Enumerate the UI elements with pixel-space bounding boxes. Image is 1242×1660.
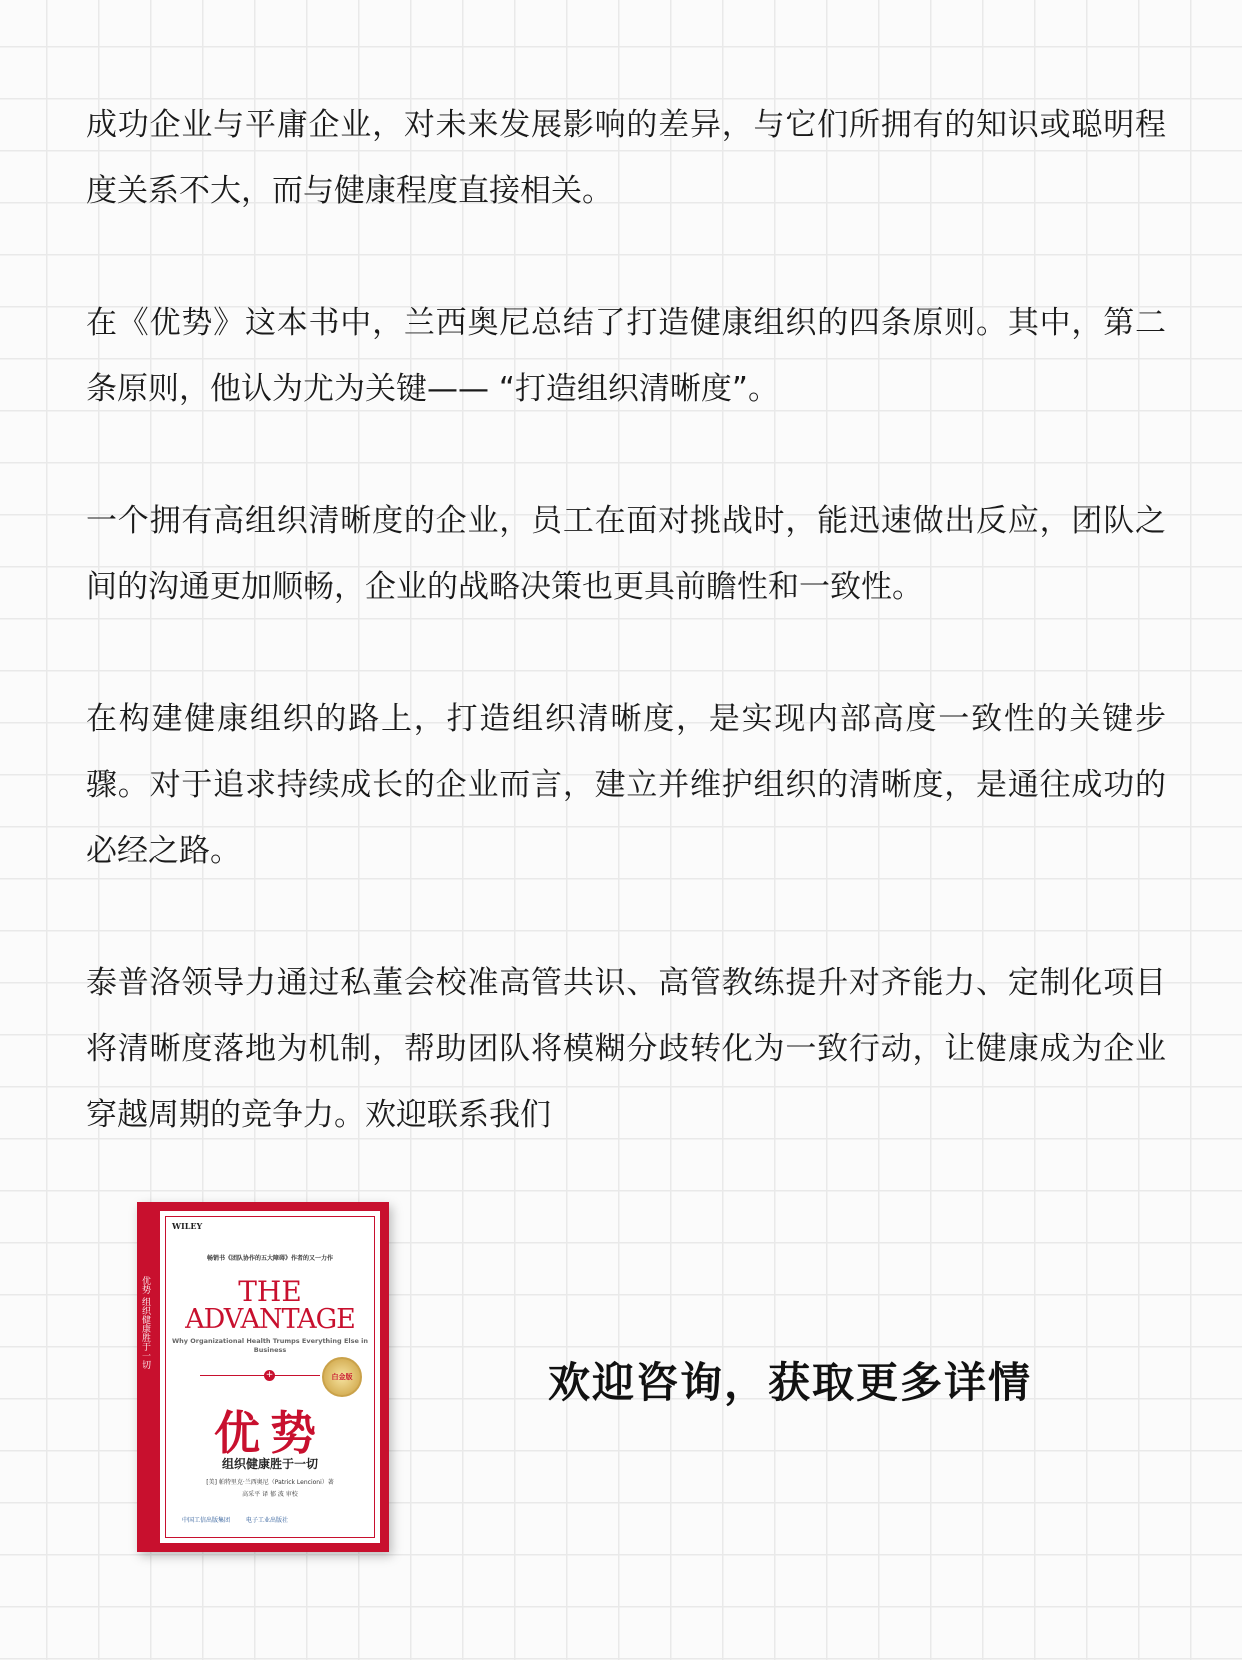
book-cover-image: [137, 1202, 389, 1552]
cover-subtitle-en: Why Organizational Health Trumps Everything Else in Business: [171, 1337, 369, 1354]
article-body: [86, 92, 1166, 1148]
book-front: [151, 1202, 389, 1552]
cover-title-cn: 优势: [214, 1406, 326, 1460]
cover-title-en-line1: THE: [238, 1275, 302, 1308]
paragraph-5: 泰普洛领导力通过私董会校准高管共识、高管教练提升对齐能力、定制化项目将清晰度落地为机制，帮助团队将模糊分歧转化为一致行动，让健康成为企业穿越周期的竞争力。欢迎联系我们: [86, 965, 1166, 1133]
cover-tagline: 畅销书《团队协作的五大障碍》作者的又一力作: [206, 1255, 333, 1262]
edition-label: 白金版: [331, 1373, 353, 1381]
paragraph-3: 一个拥有高组织清晰度的企业，员工在面对挑战时，能迅速做出反应，团队之间的沟通更加顺畅，企业的战略决策也更具前瞻性和一致性。: [86, 503, 1166, 605]
cover-subtitle-cn: 组织健康胜于一切: [221, 1457, 318, 1471]
cover-panel: [158, 1209, 382, 1545]
publisher-logos: [182, 1515, 302, 1524]
edition-seal: [322, 1357, 362, 1397]
logo-left: 中国工信出版集团: [182, 1517, 231, 1524]
cover-translator: 高采平 译 郁 波 审校: [242, 1491, 298, 1498]
cover-title-en-line2: ADVANTAGE: [185, 1304, 355, 1335]
publisher-logo: WILEY: [172, 1221, 203, 1231]
spine-title: 优势 组织健康胜于一切: [140, 1276, 150, 1369]
cover-author: [美] 帕特里克·兰西奥尼（Patrick Lencioni）著: [206, 1479, 334, 1486]
plus-icon: +: [265, 1370, 274, 1380]
logo-right: 电子工业出版社: [245, 1517, 288, 1524]
cover-divider: [200, 1375, 320, 1376]
cta-text: 欢迎咨询，获取更多详情: [548, 1358, 1033, 1407]
paragraph-4: 在构建健康组织的路上，打造组织清晰度，是实现内部高度一致性的关键步骤。对于追求持续成长的企业而言，建立并维护组织的清晰度，是通往成功的必经之路。: [86, 701, 1166, 869]
paragraph-2: 在《优势》这本书中，兰西奥尼总结了打造健康组织的四条原则。其中，第二条原则，他认为尤为关键—— “打造组织清晰度”。: [86, 305, 1166, 407]
book-spine: [137, 1202, 151, 1552]
paragraph-1: 成功企业与平庸企业，对未来发展影响的差异，与它们所拥有的知识或聪明程度关系不大，而与健康程度直接相关。: [86, 107, 1166, 209]
